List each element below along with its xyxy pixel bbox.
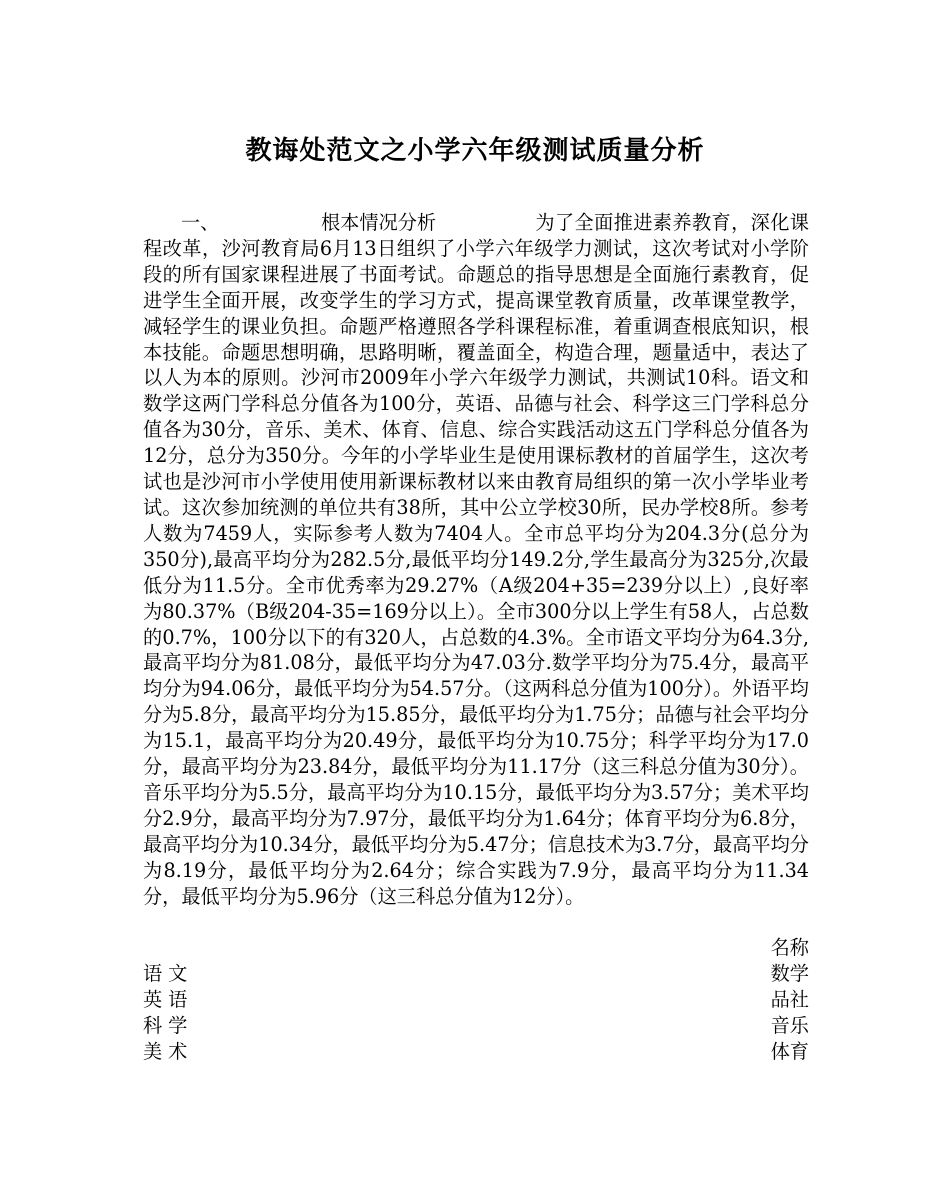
table-cell-left: 语文 — [143, 961, 194, 985]
table-cell-right: 品社 — [770, 987, 809, 1011]
section-number: 一、 — [181, 211, 220, 234]
table-cell-left: 科学 — [143, 1013, 194, 1037]
table-cell-left: 英语 — [143, 987, 194, 1011]
table-row — [143, 961, 809, 987]
body-text — [143, 210, 809, 909]
document-title: 教诲处范文之小学六年级测试质量分析 — [245, 136, 705, 166]
section-heading — [143, 211, 535, 234]
table-row — [143, 1039, 809, 1065]
table-row — [143, 987, 809, 1013]
paragraph: 为了全面推进素养教育，深化课程改革，沙河教育局6月13日组织了小学六年级学力测试，这次考试对小学阶段的所有国家课程进展了书面考试。命题总的指导思想是全面施行素教育，促进学生全面开展，改变学生的学习方式，提高课堂教育质量，改革课堂教学，减轻学生的课业负担。命题严格遵照各学科课程标准，着重调查根底知识，根本技能。命题思想明确，思路明晰，覆盖面全，构造合理，题量适中，表达了以人为本的原则。沙河市2009年小学六年级学力测试，共测试10科。语文和数学这两门学科总分值各为100分，英语、品德与社会、科学这三门学科总分值各为30分，音乐、美术、体育、信息、综合实践活动这五门学科总分值各为12分，总分为350分。今年的小学毕业生是使用课标教材的首届学生，这次考试也是沙河市小学使用使用新课标教材以来由教育局组织的第一次小学毕业考试。这次参加统测的单位共有38所，其中公立学校30所，民办学校8所。参考人数为7459人，实际参考人数为7404人。全市总平均分为204.3分(总分为350分),最高平均分为282.5分,最低平均分149.2分,学生最高分为325分,次最低分为11.5分。全市优秀率为29.27%（A级204+35=239分以上）,良好率为80.37%（B级204-35=169分以上）。全市300分以上学生有58人，占总数的0.7%，100分以下的有320人，占总数的4.3%。全市语文平均分为64.3分,最高平均分为81.08分，最低平均分为47.03分.数学平均分为75.4分，最高平均分为94.06分，最低平均分为54.57分。（这两科总分值为100分）。外语平均分为5.8分，最高平均分为15.85分，最低平均分为1.75分；品德与社会平均分为15.1，最高平均分为20.49分，最低平均分为10.75分；科学平均分为17.0分，最高平均分为23.84分，最低平均分为11.17分（这三科总分值为30分）。音乐平均分为5.5分，最高平均分为10.15分，最低平均分为3.57分；美术平均分2.9分，最高平均分为7.97分，最低平均分为1.64分；体育平均分为6.8分，最高平均分为10.34分，最低平均分为5.47分；信息技术为3.7分，最高平均分为8.19分，最低平均分为2.64分；综合实践为7.9分，最高平均分为11.34分，最低平均分为5.96分（这三科总分值为12分）。 — [143, 211, 809, 908]
table-cell-right: 数学 — [770, 961, 809, 985]
table-row — [143, 1013, 809, 1039]
subject-table — [143, 935, 809, 1064]
table-header-row — [143, 935, 809, 961]
table-cell-right: 体育 — [770, 1039, 809, 1063]
table-cell-left: 美术 — [143, 1039, 194, 1063]
section-title: 根本情况分析 — [321, 211, 437, 234]
table-header-name: 名称 — [770, 936, 809, 959]
table-cell-right: 音乐 — [770, 1013, 809, 1037]
